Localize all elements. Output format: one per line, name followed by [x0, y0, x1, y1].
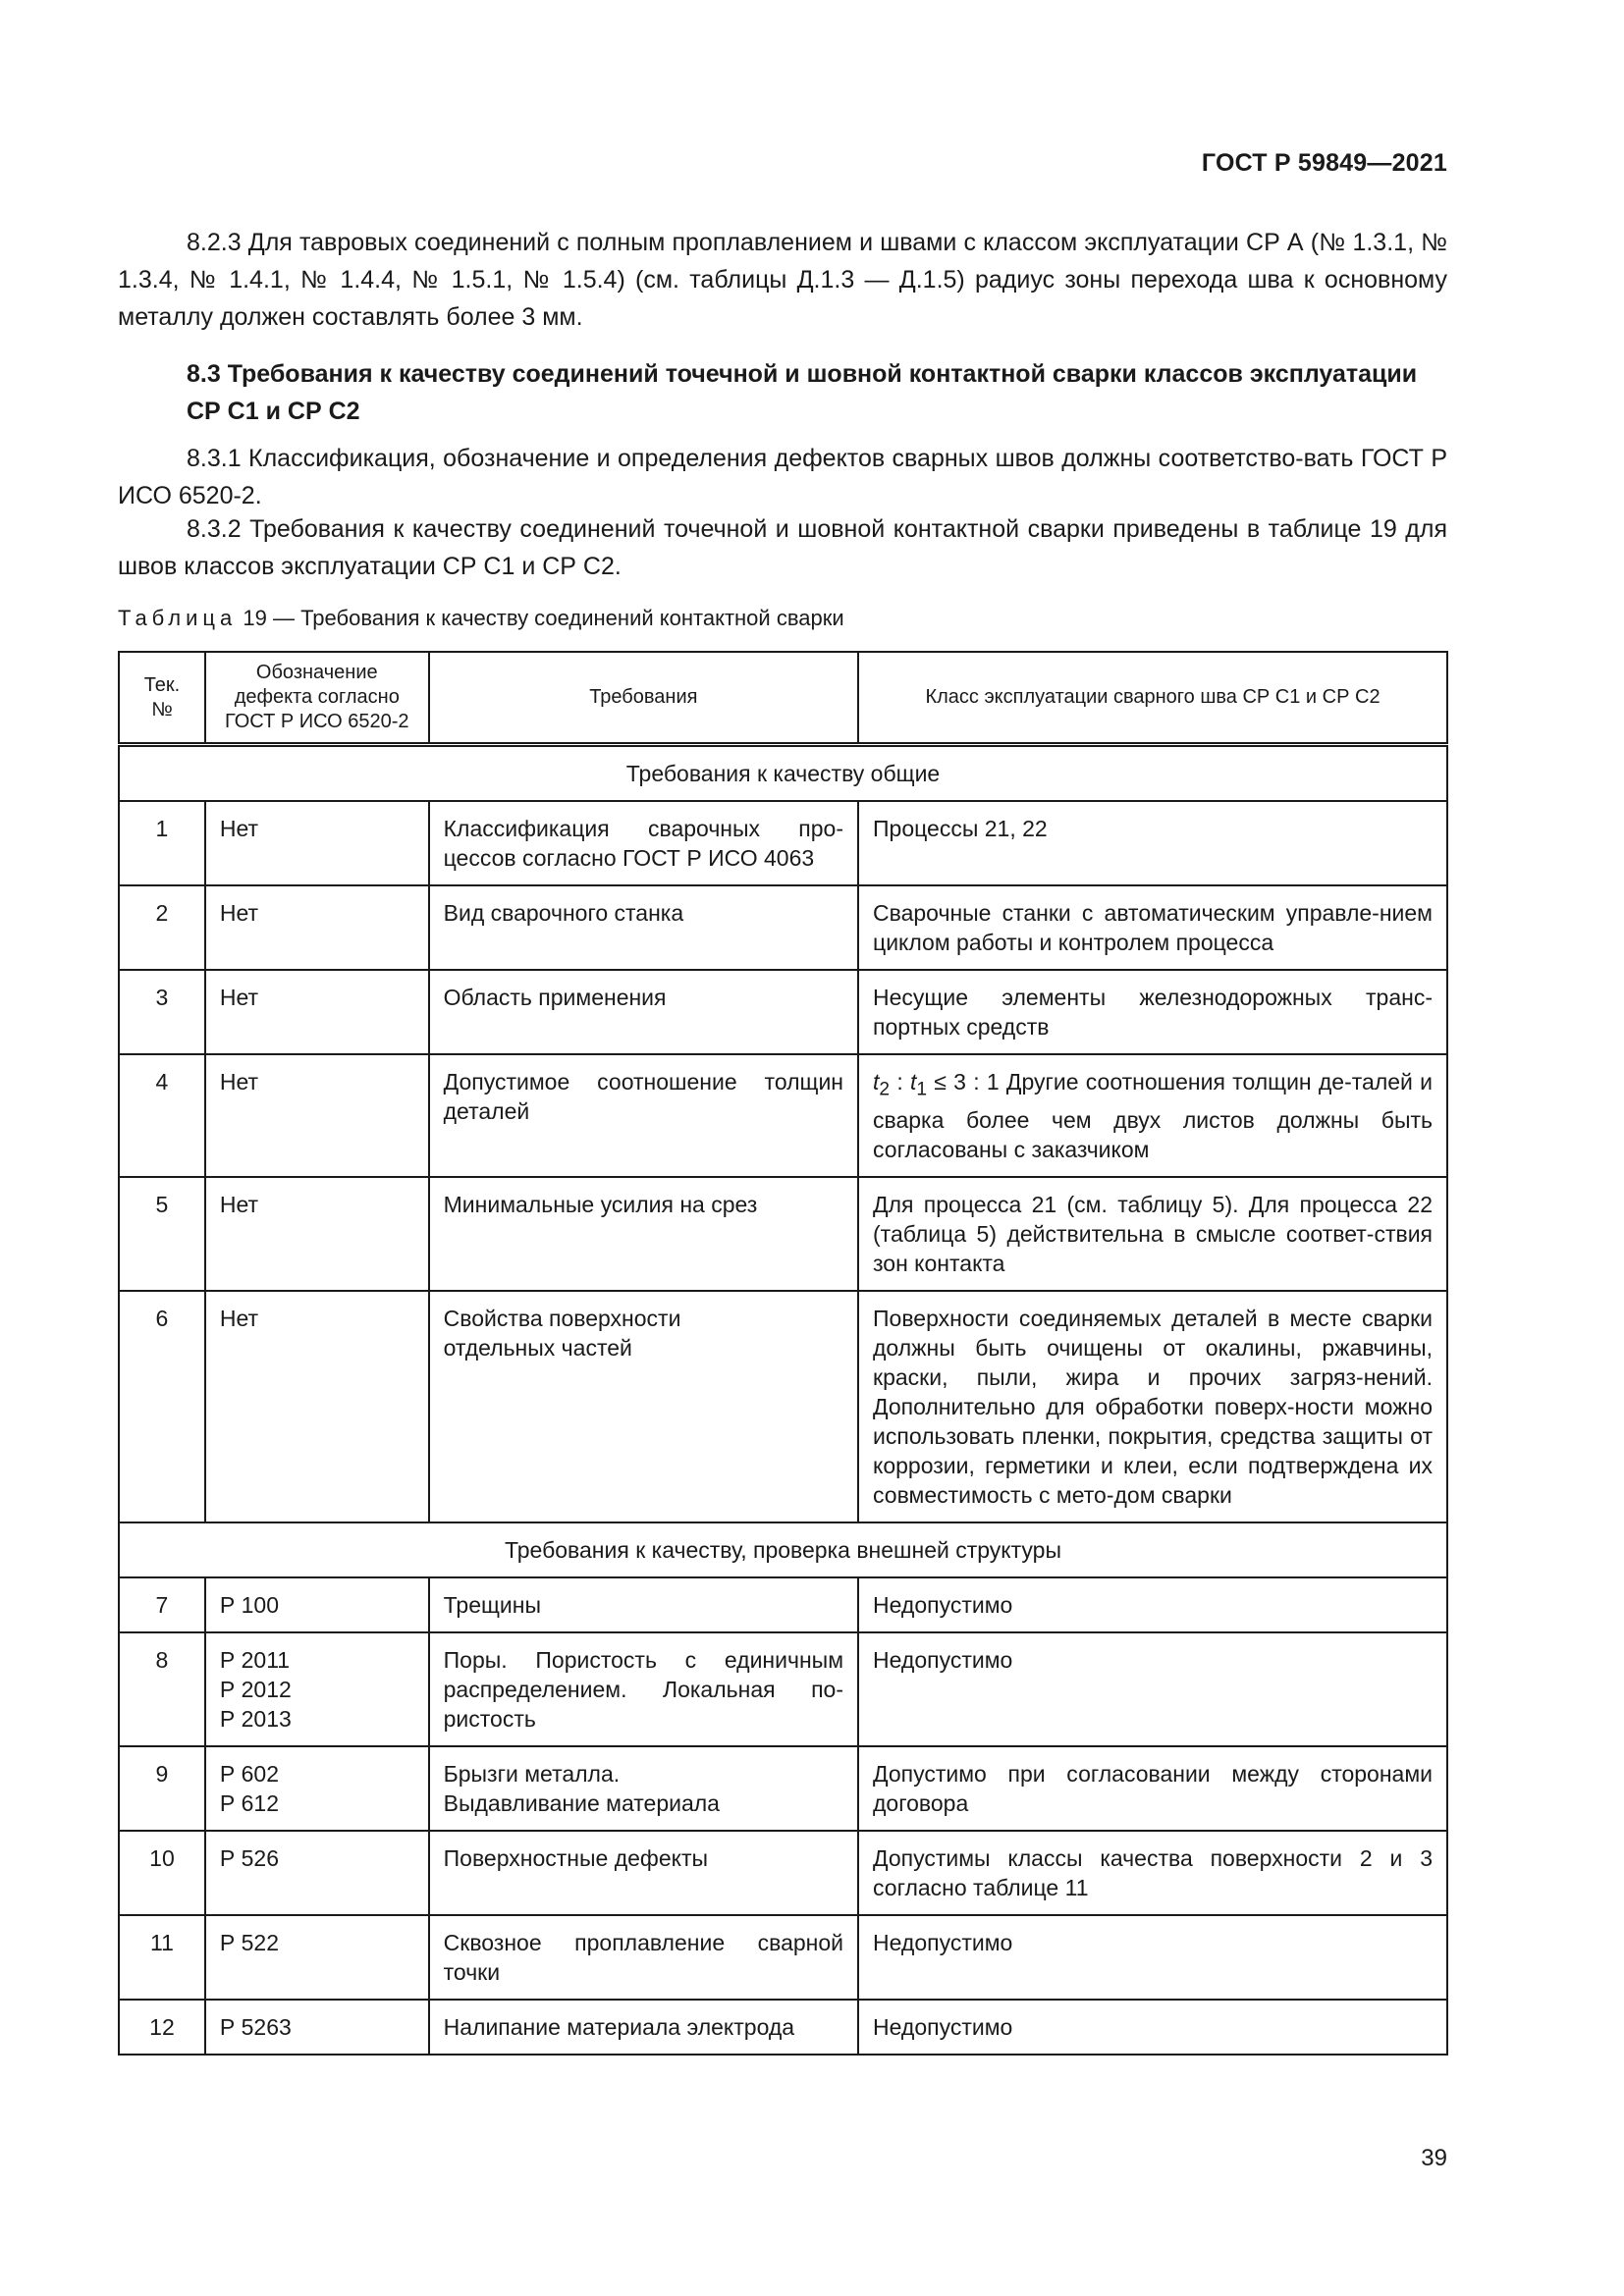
- table-row: [119, 1054, 1447, 1177]
- row-defect: Р 526: [205, 1831, 429, 1915]
- table-row: [119, 1577, 1447, 1632]
- thickness-t1: t: [909, 1069, 917, 1095]
- row-num: 5: [119, 1177, 205, 1291]
- row-num: 9: [119, 1746, 205, 1831]
- row-requirement: Поры. Пористость с единичным распределением. Локальная по-ристость: [429, 1632, 858, 1746]
- row-requirement: Налипание материала электрода: [429, 2000, 858, 2055]
- row-requirement: Минимальные усилия на срез: [429, 1177, 858, 1291]
- table-row: [119, 1831, 1447, 1915]
- paragraph-8-2-3: 8.2.3 Для тавровых соединений с полным проплавлением и швами с классом эксплуатации СР А (№ 1.3.1, № 1.3.4, № 1.4.1, № 1.4.4, № 1.5.1, № 1.5.4) (см. таблицы Д.1.3 — Д.1.5) радиус зоны перехода шва к основному металлу должен составлять более 3 мм.: [118, 229, 1447, 331]
- row-value: Недопустимо: [858, 1577, 1447, 1632]
- section-external-label: Требования к качеству, проверка внешней структуры: [119, 1522, 1447, 1577]
- row-requirement: Поверхностные дефекты: [429, 1831, 858, 1915]
- table-caption: [118, 606, 844, 631]
- row-value: Сварочные станки с автоматическим управле-нием циклом работы и контролем процесса: [858, 885, 1447, 970]
- table-row: [119, 1746, 1447, 1831]
- table-row: [119, 2000, 1447, 2055]
- thickness-t2: t: [873, 1069, 880, 1095]
- row-requirement: Свойства поверхности отдельных частей: [429, 1291, 858, 1522]
- row-defect: Нет: [205, 1177, 429, 1291]
- row-num: 1: [119, 801, 205, 885]
- paragraph-8-3-2: 8.3.2 Требования к качеству соединений точечной и шовной контактной сварки приведены в таблице 19 для швов классов эксплуатации СР С1 и СР С2.: [118, 515, 1447, 580]
- header-defect: Обозначение дефекта согласно ГОСТ Р ИСО 6520-2: [205, 652, 429, 745]
- row-value: Поверхности соединяемых деталей в месте сварки должны быть очищены от окалины, ржавчины, краски, пыли, жира и прочих загряз-нений. Дополнительно для обработки поверх-ности можно использовать пленки, покрытия, средства защиты от коррозии, герметики и клеи, если подтверждена их совместимость с мето-дом сварки: [858, 1291, 1447, 1522]
- row-defect: Р 5263: [205, 2000, 429, 2055]
- thickness-t2-subscript: 2: [879, 1079, 891, 1100]
- row-num: 11: [119, 1915, 205, 2000]
- table-row: [119, 1632, 1447, 1746]
- row-num: 3: [119, 970, 205, 1054]
- row-value: Допустимо при согласовании между сторонами договора: [858, 1746, 1447, 1831]
- header-num: Тек. №: [119, 652, 205, 745]
- table-caption-word: Таблица: [118, 606, 238, 630]
- row-requirement: Классификация сварочных про-цессов согласно ГОСТ Р ИСО 4063: [429, 801, 858, 885]
- row-requirement: Допустимое соотношение толщин деталей: [429, 1054, 858, 1177]
- row-defect: Р 602 Р 612: [205, 1746, 429, 1831]
- row-value: Процессы 21, 22: [858, 801, 1447, 885]
- row-num: 8: [119, 1632, 205, 1746]
- page-number: 39: [1421, 2145, 1447, 2171]
- row-value: Несущие элементы железнодорожных транс-портных средств: [858, 970, 1447, 1054]
- ratio-separator: :: [890, 1069, 910, 1095]
- table-section-row: [119, 745, 1447, 802]
- header-class: Класс эксплуатации сварного шва СР С1 и СР С2: [858, 652, 1447, 745]
- row-requirement: Область применения: [429, 970, 858, 1054]
- row-num: 7: [119, 1577, 205, 1632]
- table-section-row: [119, 1522, 1447, 1577]
- row-value: Недопустимо: [858, 1632, 1447, 1746]
- row-requirement: Вид сварочного станка: [429, 885, 858, 970]
- table-row: [119, 970, 1447, 1054]
- section-heading-8-3: 8.3 Требования к качеству соединений точечной и шовной контактной сварки классов эксплуатации СР С1 и СР С2: [187, 360, 1418, 425]
- header-requirement: Требования: [429, 652, 858, 745]
- row-num: 4: [119, 1054, 205, 1177]
- table-row: [119, 1915, 1447, 2000]
- paragraph-8-3-1: 8.3.1 Классификация, обозначение и определения дефектов сварных швов должны соответство-вать ГОСТ Р ИСО 6520-2.: [118, 445, 1447, 509]
- row-value: Недопустимо: [858, 2000, 1447, 2055]
- row-defect: Р 100: [205, 1577, 429, 1632]
- row-defect: Нет: [205, 1054, 429, 1177]
- table-row: [119, 801, 1447, 885]
- row-defect: Нет: [205, 1291, 429, 1522]
- row-defect: Нет: [205, 970, 429, 1054]
- row-defect: Р 2011 Р 2012 Р 2013: [205, 1632, 429, 1746]
- row-value: Допустимы классы качества поверхности 2 и 3 согласно таблице 11: [858, 1831, 1447, 1915]
- row-defect: Р 522: [205, 1915, 429, 2000]
- row-value: Для процесса 21 (см. таблицу 5). Для процесса 22 (таблица 5) действительна в смысле соответ-ствия зон контакта: [858, 1177, 1447, 1291]
- ratio-text: ≤ 3 : 1 Другие соотношения толщин де-талей и сварка более чем двух листов должны быть согласованы с заказчиком: [873, 1069, 1433, 1162]
- row-requirement: Трещины: [429, 1577, 858, 1632]
- row-defect: Нет: [205, 801, 429, 885]
- row-requirement: Брызги металла. Выдавливание материала: [429, 1746, 858, 1831]
- table-row: [119, 1291, 1447, 1522]
- row-num: 10: [119, 1831, 205, 1915]
- document-standard-header: ГОСТ Р 59849—2021: [1201, 149, 1447, 177]
- table-row: [119, 1177, 1447, 1291]
- row-defect: Нет: [205, 885, 429, 970]
- row-num: 6: [119, 1291, 205, 1522]
- row-value: [858, 1054, 1447, 1177]
- table-header-row: [119, 652, 1447, 745]
- table-caption-text: 19 — Требования к качеству соединений контактной сварки: [243, 606, 844, 630]
- row-value: Недопустимо: [858, 1915, 1447, 2000]
- section-general-label: Требования к качеству общие: [119, 745, 1447, 802]
- requirements-table: [118, 651, 1448, 2056]
- row-requirement: Сквозное проплавление сварной точки: [429, 1915, 858, 2000]
- thickness-t1-subscript: 1: [916, 1079, 928, 1100]
- row-num: 12: [119, 2000, 205, 2055]
- row-num: 2: [119, 885, 205, 970]
- table-row: [119, 885, 1447, 970]
